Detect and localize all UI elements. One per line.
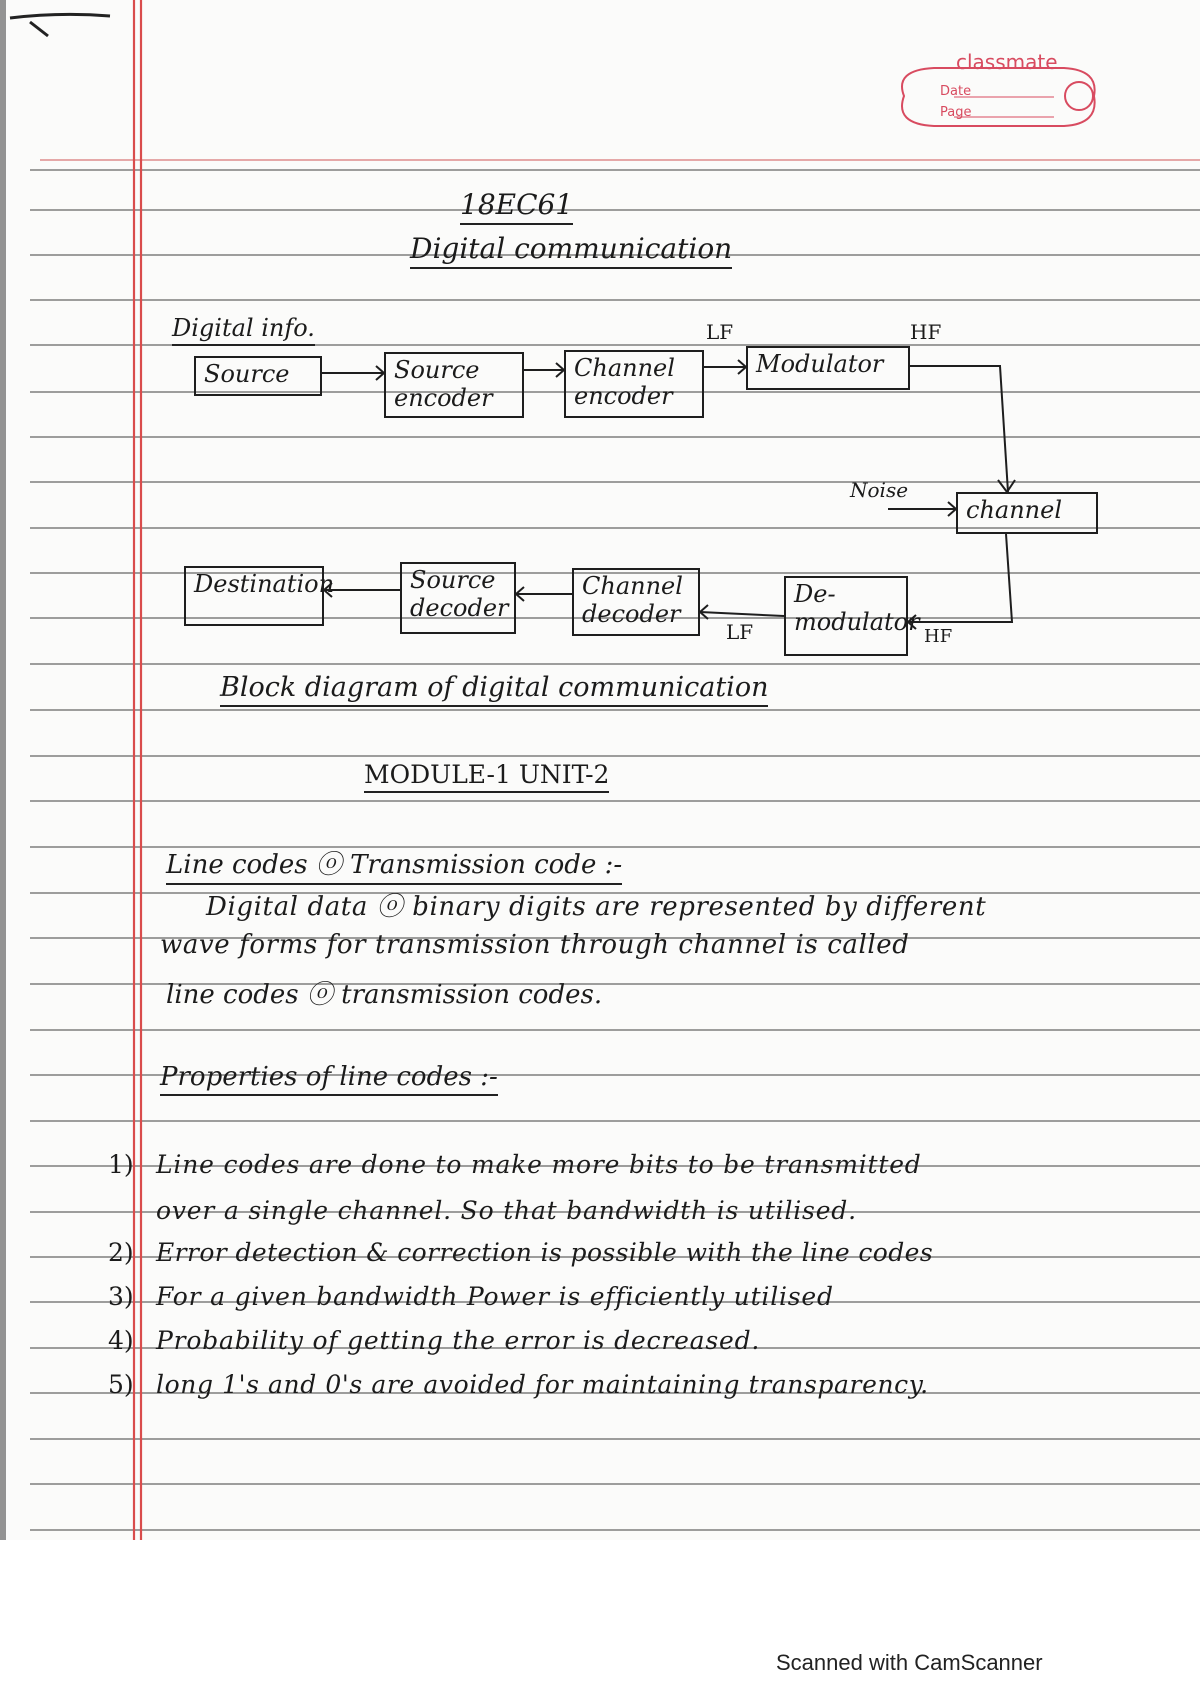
label-hf-top: HF: [910, 320, 942, 344]
label-lf-bottom: LF: [726, 620, 754, 644]
course-code: 18EC61: [460, 188, 573, 225]
label-noise: Noise: [850, 478, 909, 502]
item-4-line-1: Probability of getting the error is decreased.: [156, 1326, 761, 1355]
item-4-number: 4): [108, 1326, 134, 1355]
block-source-label: Source: [204, 360, 290, 388]
arrow-modulator-to-channel: [910, 366, 1008, 492]
item-1-number: 1): [108, 1150, 134, 1179]
block-source-decoder-line1: Source: [410, 566, 496, 594]
item-1-line-2: over a single channel. So that bandwidth is utilised.: [156, 1196, 857, 1225]
diagram-arrows: [0, 0, 1200, 700]
item-2-line-1: Error detection & correction is possible with the line codes: [156, 1238, 934, 1267]
arrow-channel-to-demodulator: [908, 534, 1012, 622]
module-heading: MODULE-1 UNIT-2: [364, 760, 609, 793]
block-source-encoder-line2: encoder: [394, 384, 493, 412]
item-5-number: 5): [108, 1370, 134, 1399]
date-label: Date: [940, 84, 972, 99]
item-1-line-1: Line codes are done to make more bits to be transmitted: [156, 1150, 922, 1179]
properties-heading: Properties of line codes :-: [160, 1062, 498, 1096]
camscanner-watermark: Scanned with CamScanner: [776, 1650, 1043, 1675]
block-channel-decoder-line2: decoder: [582, 600, 681, 628]
block-channel-encoder-line1: Channel: [574, 354, 675, 382]
brand-label: classmate: [956, 50, 1058, 74]
block-demodulator-line2: modulator: [794, 608, 920, 636]
block-channel-decoder-line1: Channel: [582, 572, 683, 600]
block-destination-label: Destination: [194, 570, 335, 598]
item-3-line-1: For a given bandwidth Power is efficiently utilised: [156, 1282, 834, 1311]
page-label: Page: [940, 105, 972, 120]
block-source-decoder-line2: decoder: [410, 594, 509, 622]
item-2-number: 2): [108, 1238, 134, 1267]
diagram-caption: Block diagram of digital communication: [220, 672, 768, 707]
item-3-number: 3): [108, 1282, 134, 1311]
block-demodulator-line1: De-: [794, 580, 836, 608]
definition-line-3: line codes ⓞ transmission codes.: [166, 980, 603, 1010]
item-5-line-1: long 1's and 0's are avoided for maintaining transparency.: [156, 1370, 929, 1399]
block-modulator-label: Modulator: [756, 350, 884, 378]
block-channel-label: channel: [966, 496, 1062, 524]
label-lf-top: LF: [706, 320, 734, 344]
definition-line-2: wave forms for transmission through channel is called: [160, 930, 910, 960]
block-channel-encoder-line2: encoder: [574, 382, 673, 410]
digital-info-label: Digital info.: [172, 314, 315, 346]
block-source-encoder-line1: Source: [394, 356, 480, 384]
arrow-demodulator-to-decoder: [700, 612, 784, 616]
subject-title: Digital communication: [410, 232, 732, 269]
label-hf-bottom: HF: [924, 626, 953, 647]
line-codes-heading: Line codes ⓞ Transmission code :-: [166, 844, 622, 885]
definition-line-1: Digital data ⓞ binary digits are represented by different: [206, 892, 987, 922]
scan-footer: [0, 1540, 1200, 1698]
